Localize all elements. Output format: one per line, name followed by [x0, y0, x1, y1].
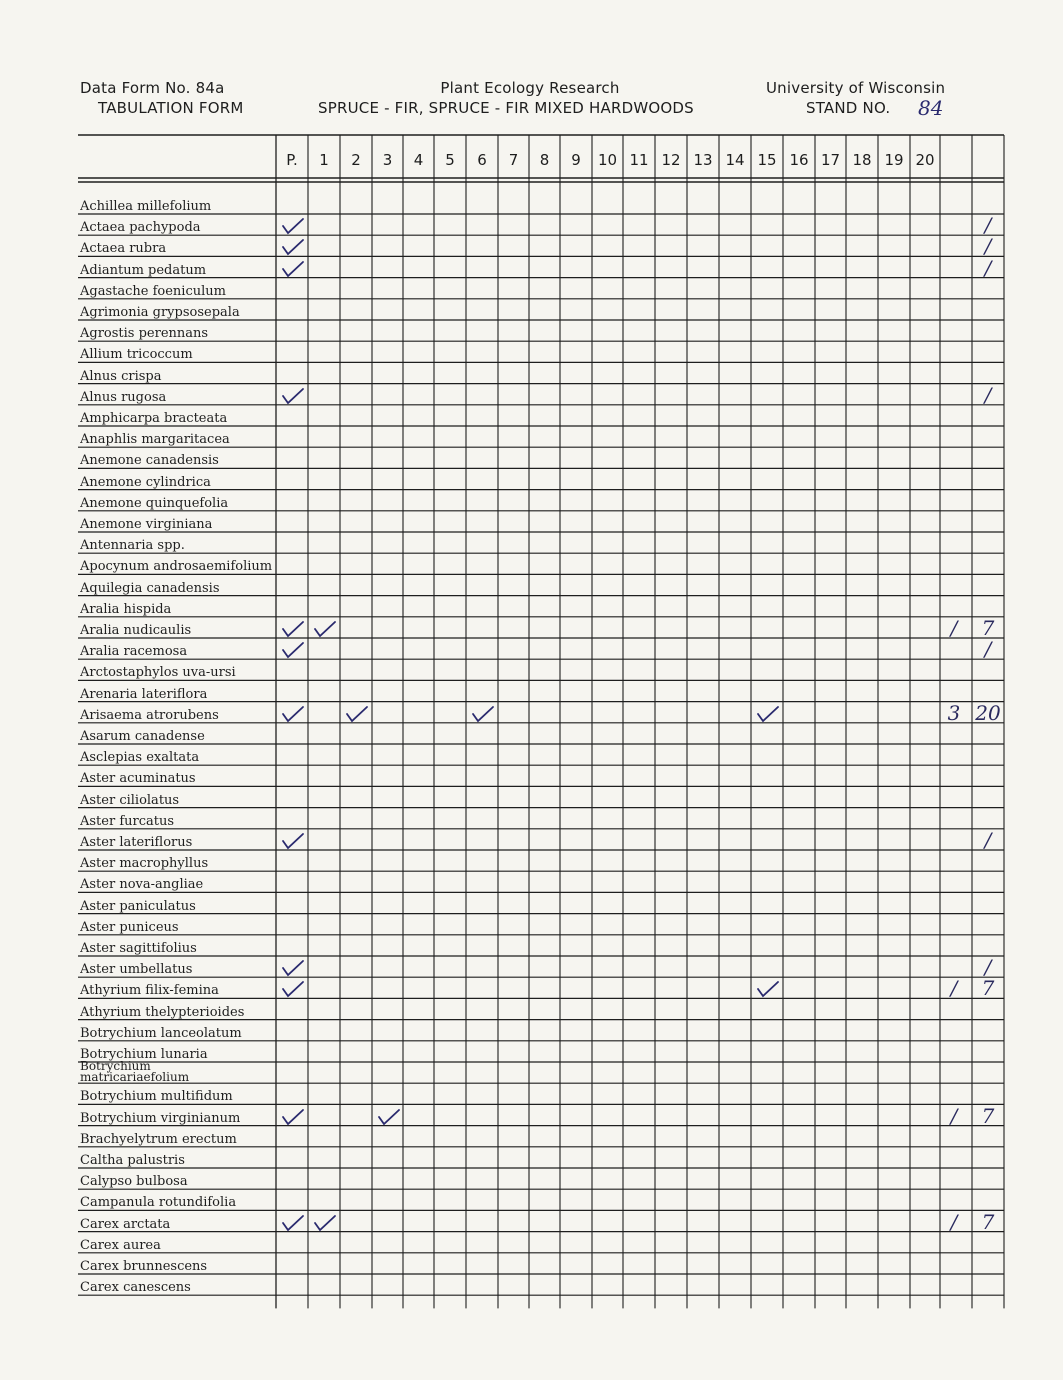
checkmark-icon	[344, 704, 370, 724]
species-name: Aquilegia canadensis	[80, 581, 220, 596]
checkmark-icon	[280, 958, 306, 978]
column-header: 13	[693, 151, 713, 169]
column-header: 5	[445, 151, 455, 169]
column-header: 12	[661, 151, 681, 169]
column-header: P.	[286, 151, 298, 169]
tally-total: /	[984, 234, 992, 259]
species-name: Apocynum androsaemifolium	[80, 560, 273, 575]
species-name: Anemone cylindrica	[80, 475, 211, 490]
species-name: Carex brunnescens	[80, 1260, 208, 1274]
species-name: Alnus crispa	[80, 369, 162, 384]
species-name: Aster puniceus	[80, 920, 179, 935]
species-name: Amphicarpa bracteata	[80, 412, 228, 426]
species-name: Aster furcatus	[80, 814, 175, 829]
species-name: Botrychium lunaria	[80, 1048, 208, 1062]
species-name: Asarum canadense	[80, 730, 205, 744]
species-name: Aster paniculatus	[80, 899, 196, 914]
species-name: Carex canescens	[80, 1281, 191, 1296]
column-header: 18	[852, 151, 872, 169]
species-name: Botrychium multifidum	[80, 1090, 233, 1105]
tally-total: /	[984, 382, 992, 407]
column-header: 20	[915, 151, 935, 169]
checkmark-icon	[280, 704, 306, 724]
species-name: Antennaria spp.	[80, 539, 185, 554]
species-name: Asclepias exaltata	[80, 751, 200, 766]
column-header: 7	[508, 151, 519, 169]
species-name: Brachyelytrum erectum	[80, 1132, 237, 1147]
checkmark-icon	[470, 704, 496, 724]
column-header: 15	[757, 151, 777, 169]
species-name: Anemone quinquefolia	[80, 496, 229, 511]
tally-total: /	[984, 637, 992, 662]
species-name: Aster lateriflorus	[80, 836, 193, 850]
column-header: 19	[884, 151, 904, 169]
tally-total: /	[984, 828, 992, 852]
header-stand-label: STAND NO.	[806, 99, 891, 117]
species-name: Actaea pachypoda	[80, 221, 201, 236]
checkmark-icon	[376, 1107, 402, 1127]
tally-count: /	[950, 1103, 958, 1128]
species-name: Alnus rugosa	[80, 390, 167, 405]
species-name: Athyrium filix-femina	[80, 984, 219, 999]
species-name: Aster nova-angliae	[80, 878, 204, 893]
species-name: Allium tricoccum	[80, 348, 193, 363]
column-header: 17	[820, 151, 841, 169]
column-header: 16	[789, 151, 809, 169]
species-name: Aralia racemosa	[80, 645, 188, 660]
species-name: Adiantum pedatum	[80, 263, 207, 278]
tally-count: /	[950, 1209, 958, 1234]
checkmark-icon	[280, 1107, 306, 1127]
checkmark-icon	[280, 619, 306, 639]
species-name: Anemone canadensis	[80, 454, 219, 469]
species-name: Aster sagittifolius	[80, 942, 197, 956]
checkmark-icon	[312, 1213, 338, 1233]
header-form-number: Data Form No. 84a	[80, 79, 225, 97]
checkmark-icon	[280, 237, 306, 257]
species-name: Aster ciliolatus	[80, 793, 180, 808]
column-header: 8	[539, 151, 550, 169]
tally-total: 7	[981, 1209, 995, 1234]
tally-total: 20	[975, 700, 1001, 725]
tally-total: 7	[981, 1103, 995, 1128]
species-name: Arisaema atrorubens	[80, 708, 219, 723]
species-name: Achillea millefolium	[80, 200, 212, 214]
column-header	[940, 150, 972, 170]
species-name: Actaea rubra	[80, 242, 167, 257]
checkmark-icon	[280, 831, 306, 851]
checkmark-icon	[755, 979, 781, 999]
column-header: 6	[477, 151, 487, 169]
column-header: 3	[382, 151, 393, 169]
tally-count: /	[950, 616, 958, 640]
species-name: Agrostis perennans	[80, 327, 209, 342]
header-form-type: TABULATION FORM	[98, 99, 244, 117]
checkmark-icon	[280, 640, 306, 660]
checkmark-icon	[280, 1213, 306, 1233]
checkmark-icon	[312, 619, 338, 639]
species-name: Aralia nudicaulis	[80, 624, 192, 638]
column-header: 2	[351, 151, 361, 169]
tally-total: /	[984, 213, 992, 238]
species-name: Agrimonia grypsosepala	[80, 306, 240, 320]
header-university: University of Wisconsin	[766, 79, 946, 97]
species-name: Campanula rotundifolia	[80, 1196, 237, 1211]
species-name: Botrychium virginianum	[80, 1111, 241, 1126]
species-name: Anemone virginiana	[80, 518, 213, 532]
species-name: Arenaria lateriflora	[80, 687, 208, 702]
species-name: Caltha palustris	[80, 1154, 185, 1168]
tally-total: 7	[981, 976, 995, 1001]
species-name: Aralia hispida	[80, 602, 172, 617]
column-header: 10	[597, 151, 618, 169]
species-name: Calypso bulbosa	[80, 1175, 188, 1190]
checkmark-icon	[280, 216, 306, 236]
species-name: Carex arctata	[80, 1217, 171, 1232]
tally-count: 3	[947, 700, 961, 725]
species-name: Aster acuminatus	[80, 772, 196, 787]
column-header: 1	[319, 151, 329, 169]
header-forest-type: SPRUCE - FIR, SPRUCE - FIR MIXED HARDWOODS	[318, 99, 694, 117]
species-name: Aster umbellatus	[80, 963, 193, 978]
species-name: Botrychium matricariaefolium	[80, 1061, 190, 1084]
column-header: 11	[629, 151, 649, 169]
species-name: Aster macrophyllus	[80, 857, 209, 872]
tally-total: /	[984, 955, 992, 980]
tally-total: 7	[981, 616, 995, 640]
column-header: 9	[571, 151, 581, 169]
column-header	[972, 150, 1004, 170]
species-name: Arctostaphylos uva-ursi	[80, 666, 236, 681]
species-name: Anaphlis margaritacea	[80, 433, 230, 448]
tally-total: /	[984, 255, 992, 280]
checkmark-icon	[280, 386, 306, 406]
species-name: Botrychium lanceolatum	[80, 1026, 242, 1041]
checkmark-icon	[280, 259, 306, 279]
tally-count: /	[950, 976, 958, 1001]
header-organization: Plant Ecology Research	[440, 79, 620, 97]
checkmark-icon	[755, 704, 781, 724]
column-header: 4	[413, 151, 424, 169]
species-name: Agastache foeniculum	[80, 284, 226, 299]
column-header: 14	[725, 151, 745, 169]
species-name: Athyrium thelypterioides	[80, 1005, 245, 1020]
stand-number-handwritten: 84	[918, 96, 944, 120]
species-name: Carex aurea	[80, 1238, 161, 1253]
checkmark-icon	[280, 979, 306, 999]
